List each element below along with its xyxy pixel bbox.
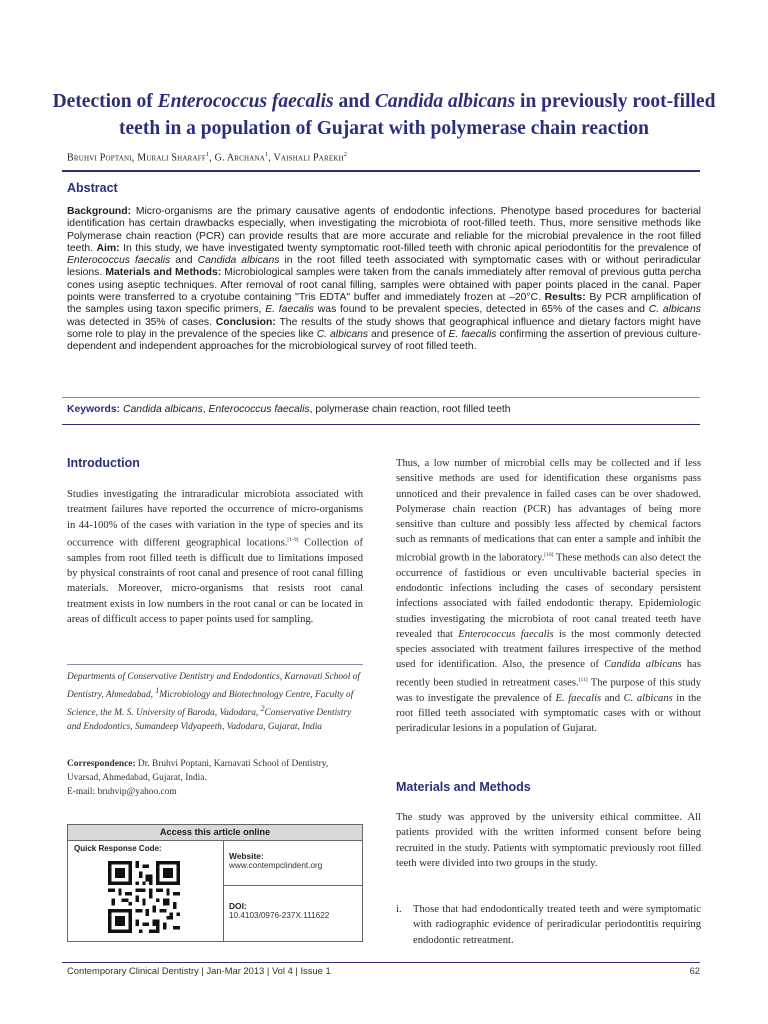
access-online-box [67,824,363,942]
list-marker: i. [396,904,402,915]
affiliation-mark: 2 [260,704,265,714]
affiliation-mark: 1 [265,152,269,158]
abstract-text: In this study, we have investigated twenty symptomatic root-filled teeth with chronic apical periodontitis for the prevalence of [119,242,701,254]
qr-cell [68,841,224,941]
organism-name: Candida albicans [604,659,682,671]
body-text: These methods can also detect the occurrence of fastidious or even uncultivable bacterial species in endodontic infections including the cases of secondary persistent infections associated with failed endodontic therapy. Epidemiologic studies investigating the microbiota of root canal treated teeth have revealed that [396,552,701,640]
author-list [67,152,347,163]
title-text: and [333,91,375,112]
title-text: Detection of [52,91,158,112]
organism-name: E. faecalis [555,692,602,704]
keywords [67,404,511,415]
affiliation-text: Microbiology and Biotechnology Centre, Faculty of Science, the M. S. University of Baroda, Vadodara, [67,690,354,719]
title-organism: Enterococcus faecalis [157,91,334,112]
body-text: is the most commonly detected species associated with treatment failures irrespective of the method used for identification. Also, the presence of [396,628,701,671]
correspondence-text: Dr. Bruhvi Poptani, Karnavati School of Dentistry, Uvarsad, Ahmedabad, Gujarat, India. [67,759,329,783]
correspondence-email[interactable]: E-mail: bruhvip@yahoo.com [67,787,177,797]
abstract-text: By PCR amplification of the samples using taxon specific primers, [67,292,702,316]
organism-name: Candida albicans [197,255,280,267]
title-organism: Candida albicans [374,91,516,112]
link-cell [224,841,362,941]
keyword: , polymerase chain reaction, root filled teeth [309,404,511,415]
methods-heading: Materials and Methods [396,780,531,794]
keyword-separator: , [202,404,209,415]
organism-name: E. faecalis [265,304,315,316]
introduction-heading: Introduction [67,456,140,470]
footer-journal: Contemporary Clinical Dentistry | Jan-Mar 2013 | Vol 4 | Issue 1 [67,965,331,976]
organism-name: E. faecalis [448,328,497,340]
website-link[interactable]: www.contempclindent.org [229,861,323,870]
author-name: Bruhvi Poptani, Murali Sharaff [67,152,206,164]
keywords-label: Keywords: [67,404,121,415]
header-divider [62,170,700,172]
list-item-text: Those that had endodontically treated teeth and were symptomatic with radiographic evidence of periradicular periodontitis requiring endodontic retreatment. [413,904,701,946]
abstract-label: Materials and Methods: [105,267,222,279]
affiliation-divider [67,664,363,665]
access-box-header: Access this article online [68,825,362,841]
intro-paragraph-2 [396,456,701,736]
cell-divider [224,885,362,886]
citation: [11] [578,676,588,683]
body-text: in the root filled teeth associated with symptomatic cases with or without periradicular lesions in a population of Gujarat. [396,692,702,735]
body-text: Thus, a low number of microbial cells may be collected and if less sensitive methods are used for identification these organisms pass unnoticed and their prevalence in failed cases can be over shadowed. Polymerase chain reaction (PCR) has advantages of being more sensitive than culture and possibly less affected by chemical factors such as remnants of medications that can enter a sample and inhibit the microbial growth in the laboratory. [396,458,701,564]
doi-link[interactable]: 10.4103/0976-237X.111622 [229,911,330,920]
article-title [40,88,728,142]
abstract-heading: Abstract [67,181,118,195]
abstract-text: was found to be prevalent species, detected in 65% of the cases and [314,304,649,316]
keywords-divider [62,397,700,398]
organism-name: C. albicans [623,692,673,704]
affiliation-mark: 1 [155,686,160,695]
intro-paragraph-1 [67,487,363,627]
organism-name: C. albicans [648,304,701,316]
citation: [10] [544,551,554,558]
organism-name: Enterococcus faecalis [458,628,554,640]
correspondence-label: Correspondence: [67,759,136,769]
citation: [1-9] [287,536,299,543]
qr-label: Quick Response Code: [74,844,162,853]
abstract-text: Micro-organisms are the primary causative agents of endodontic infections. Phenotype based procedures for bacterial identification has certain drawbacks especially, when investigating the microbiota of root-filled teeth. Thus, more sensitive methods like Polymerase chain reaction (PCR) can provide results that are more accurate and reliable for the microbial prevalence in the root filled teeth. [67,206,701,254]
methods-list-item-1 [396,902,701,948]
abstract-text: was detected in 35% of cases. [67,316,216,328]
abstract-text: and [170,255,198,267]
doi-label: DOI: [229,901,247,911]
affiliations [67,670,362,734]
affiliation-mark: 1 [205,152,210,158]
methods-paragraph-1: The study was approved by the university ethical committee. All patients provided with the written informed consent before being recruited in the study. Patients with symptomatic previously root filled teeth were divided into two groups in the study. [396,812,701,869]
abstract-text: Microbiological samples were taken from the canals immediately after removal of previous gutta percha cones using aseptic techniques. After removal of root canal filling, samples were obtained with paper points placed in the canal. Paper points were transferred to a cryotube containing "Tris EDTA" buffer and immediately frozen at –20°C. [67,267,702,304]
abstract-label: Background: [67,206,132,217]
body-text: The purpose of this study was to investigate the prevalence of [396,677,701,704]
abstract-text: The results of the study shows that geographical influence and dietary factors might have some role to play in the prevalence of the species like [67,316,701,340]
keyword: Enterococcus faecalis [208,404,310,415]
author-name: , Vaishali Parekh [268,152,344,164]
qr-code-icon[interactable] [108,861,180,933]
affiliation-text: Conservative Dentistry and Endodontics, Sumandeep Vidyapeeth, Vadodara, Gujarat, India [67,708,352,733]
website-label: Website: [229,851,264,861]
organism-name: C. albicans [316,328,369,340]
abstract-text: confirming the assertion of previous culture-dependent and independent approaches for the microbiological survey of root filled teeth. [67,328,701,353]
footer-divider [62,962,700,963]
organism-name: Enterococcus faecalis [67,255,171,267]
body-text: Collection of samples from root filled teeth is difficult due to limitations imposed by physical constraints of root canal and presence of root canal filling materials. Moreover, micro-organisms that resists root canal treatment exists in low numbers in the root canal or can be located in areas of difficult access to paper points used for sampling. [67,537,364,625]
abstract-text: and presence of [368,328,449,340]
title-text: in previously root-filled teeth in a population of Gujarat with polymerase chain reaction [119,91,716,139]
abstract-bottom-divider [62,424,700,425]
abstract-label: Aim: [96,242,120,254]
abstract-label: Results: [544,292,586,304]
page-number: 62 [689,965,700,976]
body-text: has recently been studied in retreatment cases. [396,659,701,689]
keyword: Candida albicans [123,404,203,415]
body-text: and [601,692,624,704]
body-text: Studies investigating the intraradicular microbiota associated with treatment failures have reported the occurrence of micro-organisms in 44-100% of the cases with variation in the type of species and its occurrence with different geographical locations. [67,489,363,549]
author-name: , G. Archana [209,152,266,164]
abstract-body [67,206,701,354]
correspondence [67,757,362,799]
abstract-text: in the root filled teeth associated with symptomatic cases with or without periradicular lesions. [67,255,701,279]
affiliation-mark: 2 [343,152,348,158]
affiliation-text: Departments of Conservative Dentistry and Endodontics, Karnavati School of Dentistry, Ahmedabad, [67,672,360,701]
abstract-label: Conclusion: [215,316,276,328]
